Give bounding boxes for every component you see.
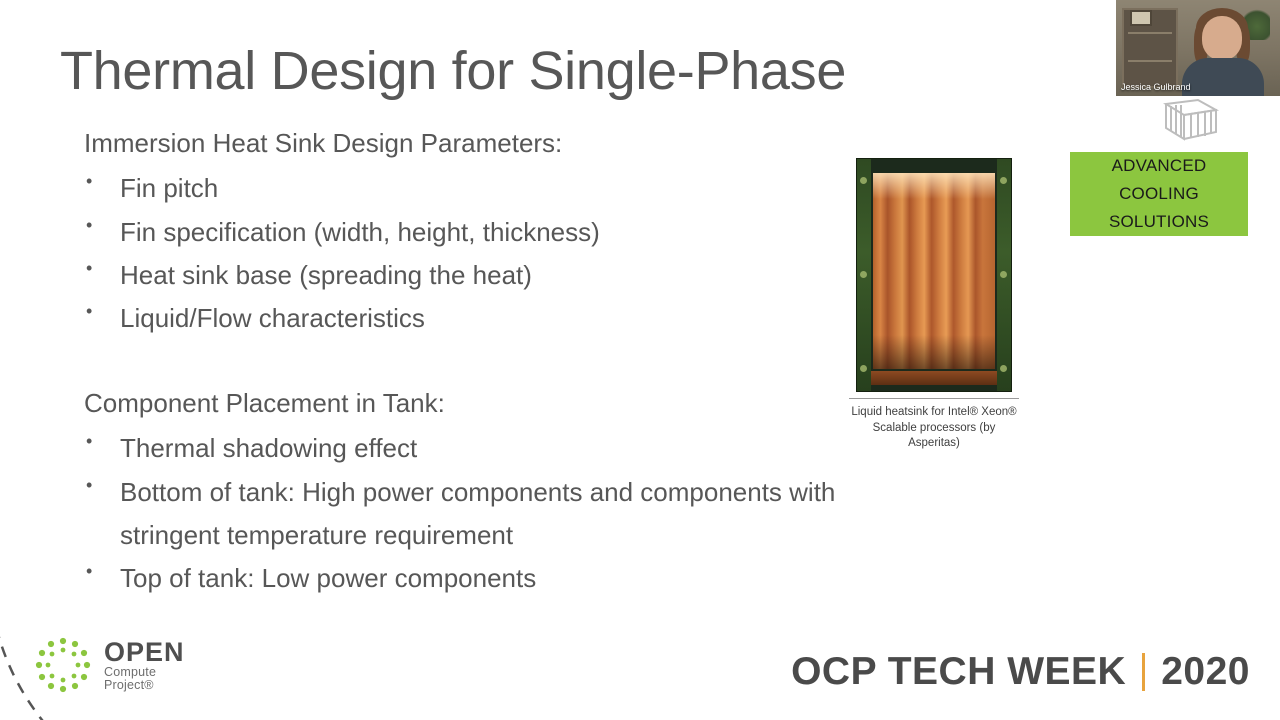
figure-caption-line-1: Liquid heatsink for Intel® Xeon® (851, 406, 1017, 418)
list-item-continuation: stringent temperature requirement (120, 519, 514, 550)
list-item: • Top of tank: Low power components (84, 557, 1084, 600)
pcb-screw-icon (1000, 271, 1007, 278)
open-compute-ring-icon (34, 636, 92, 694)
event-branding (791, 650, 1250, 694)
heatsink-base-graphic (867, 371, 1001, 385)
sponsor-logo-advanced-cooling-solutions (1070, 152, 1248, 236)
divider (849, 398, 1019, 399)
list-item: • Thermal shadowing effect (84, 427, 1084, 470)
speaker-torso-graphic (1182, 58, 1264, 96)
figure-caption-line-3: Asperitas) (908, 437, 960, 450)
list-item: • Liquid/Flow characteristics (84, 297, 1084, 340)
pcb-screw-icon (1000, 177, 1007, 184)
list-item (84, 471, 1084, 558)
pcb-screw-icon (860, 365, 867, 372)
ocp-logo (34, 636, 185, 694)
speaker-face-graphic (1202, 16, 1242, 60)
participant-name-label: Jessica Gulbrand (1121, 82, 1191, 92)
pcb-edge-left-graphic (857, 159, 871, 391)
figure-caption-line-2: Scalable processors (by (872, 421, 996, 434)
sponsor-line-3: SOLUTIONS (1108, 212, 1210, 232)
sponsor-line-1: ADVANCED (1111, 155, 1207, 175)
fin-highlight-graphic (873, 173, 995, 199)
list-item-text: Bottom of tank: High power components and components with (120, 476, 836, 507)
pcb-screw-icon (860, 271, 867, 278)
event-title: OCP TECH WEEK (791, 650, 1127, 693)
picture-frame-graphic (1130, 10, 1152, 26)
sponsor-line-2: COOLING (1119, 183, 1199, 203)
ocp-compute-label: Compute (104, 665, 157, 680)
page-title: Thermal Design for Single-Phase (60, 41, 847, 101)
list-item: • Fin pitch (84, 167, 1084, 210)
cooling-fin-icon (1158, 98, 1224, 144)
heatsink-photo (856, 158, 1012, 392)
pcb-screw-icon (1000, 365, 1007, 372)
section-heading: Immersion Heat Sink Design Parameters: (84, 128, 563, 158)
list-item: • Heat sink base (spreading the heat) (84, 254, 1084, 297)
divider (1142, 653, 1145, 691)
ocp-wordmark (104, 638, 185, 693)
list-item: • Fin specification (width, height, thickness) (84, 211, 1084, 254)
figure-caption (846, 405, 1022, 452)
fin-shadow-graphic (873, 335, 995, 369)
pcb-screw-icon (860, 177, 867, 184)
event-year: 2020 (1161, 650, 1250, 693)
bullet-list-placement (84, 427, 1084, 601)
ocp-open-label: OPEN (104, 636, 185, 667)
figure-liquid-heatsink (846, 158, 1022, 452)
webcam-tile[interactable] (1116, 0, 1280, 96)
pcb-edge-right-graphic (997, 159, 1011, 391)
section-heading: Component Placement in Tank: (84, 388, 445, 418)
ocp-project-label: Project® (104, 678, 154, 693)
